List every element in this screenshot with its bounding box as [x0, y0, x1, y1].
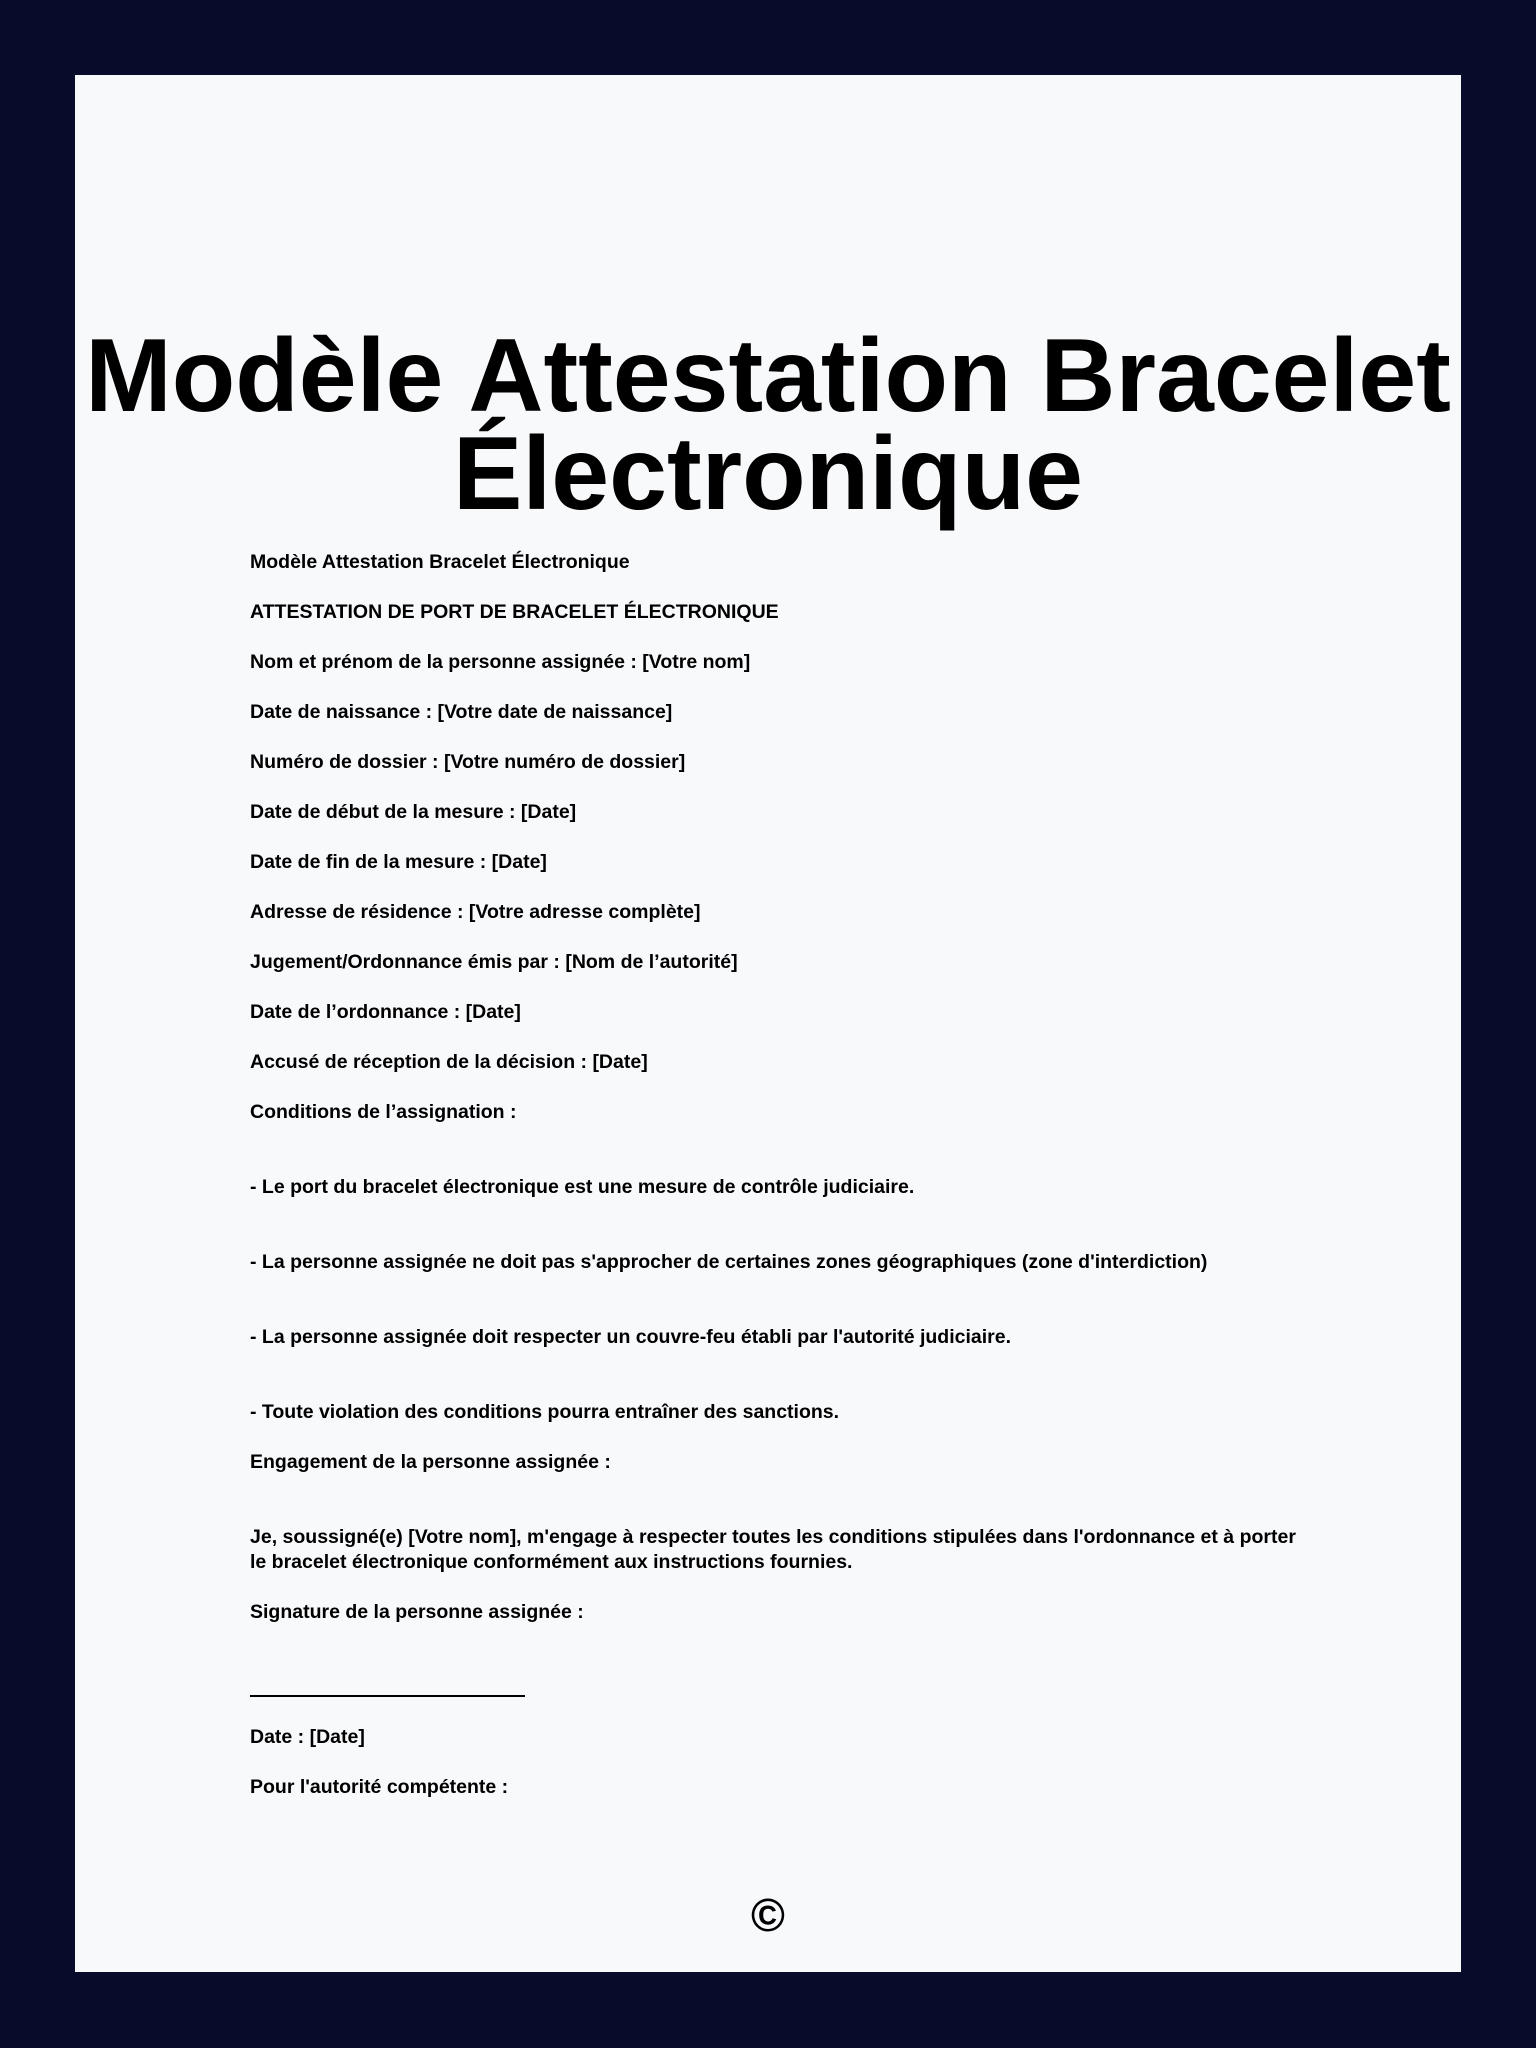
- document-subtitle: Modèle Attestation Bracelet Électronique: [250, 551, 630, 573]
- condition-item: - La personne assignée ne doit pas s'approcher de certaines zones géographiques (zone d'interdiction): [250, 1251, 1208, 1273]
- condition-item: - Toute violation des conditions pourra entraîner des sanctions.: [250, 1401, 840, 1423]
- field-date: Date : [Date]: [250, 1726, 365, 1748]
- page-title: [75, 318, 1461, 532]
- signature-line: [250, 1695, 525, 1697]
- page-title-line-1: Modèle Attestation Bracelet: [85, 318, 1451, 434]
- page-title-line-2: Électronique: [453, 416, 1083, 532]
- field-end-date: Date de fin de la mesure : [Date]: [250, 851, 547, 873]
- authority-label: Pour l'autorité compétente :: [250, 1776, 509, 1798]
- commitment-text: Je, soussigné(e) [Votre nom], m'engage à respecter toutes les conditions stipulées dans l'ordonnance et à porter le bracelet électronique conformément aux instructions fournies.: [250, 1526, 1296, 1573]
- copyright-icon: ©: [751, 1889, 785, 1941]
- attestation-heading: ATTESTATION DE PORT DE BRACELET ÉLECTRONIQUE: [250, 601, 779, 623]
- condition-item: - La personne assignée doit respecter un couvre-feu établi par l'autorité judiciaire.: [250, 1326, 1012, 1348]
- condition-item: - Le port du bracelet électronique est une mesure de contrôle judiciaire.: [250, 1176, 915, 1198]
- field-file-number: Numéro de dossier : [Votre numéro de dossier]: [250, 751, 686, 773]
- field-name: Nom et prénom de la personne assignée : [Votre nom]: [250, 651, 751, 673]
- conditions-heading: Conditions de l’assignation :: [250, 1101, 517, 1123]
- signature-label: Signature de la personne assignée :: [250, 1601, 584, 1623]
- field-start-date: Date de début de la mesure : [Date]: [250, 801, 577, 823]
- field-issuing-authority: Jugement/Ordonnance émis par : [Nom de l’autorité]: [250, 951, 738, 973]
- field-order-date: Date de l’ordonnance : [Date]: [250, 1001, 521, 1023]
- field-receipt-date: Accusé de réception de la décision : [Date]: [250, 1051, 648, 1073]
- field-address: Adresse de résidence : [Votre adresse complète]: [250, 901, 701, 923]
- document-page: [75, 75, 1461, 1972]
- field-birthdate: Date de naissance : [Votre date de naissance]: [250, 701, 673, 723]
- commitment-heading: Engagement de la personne assignée :: [250, 1451, 611, 1473]
